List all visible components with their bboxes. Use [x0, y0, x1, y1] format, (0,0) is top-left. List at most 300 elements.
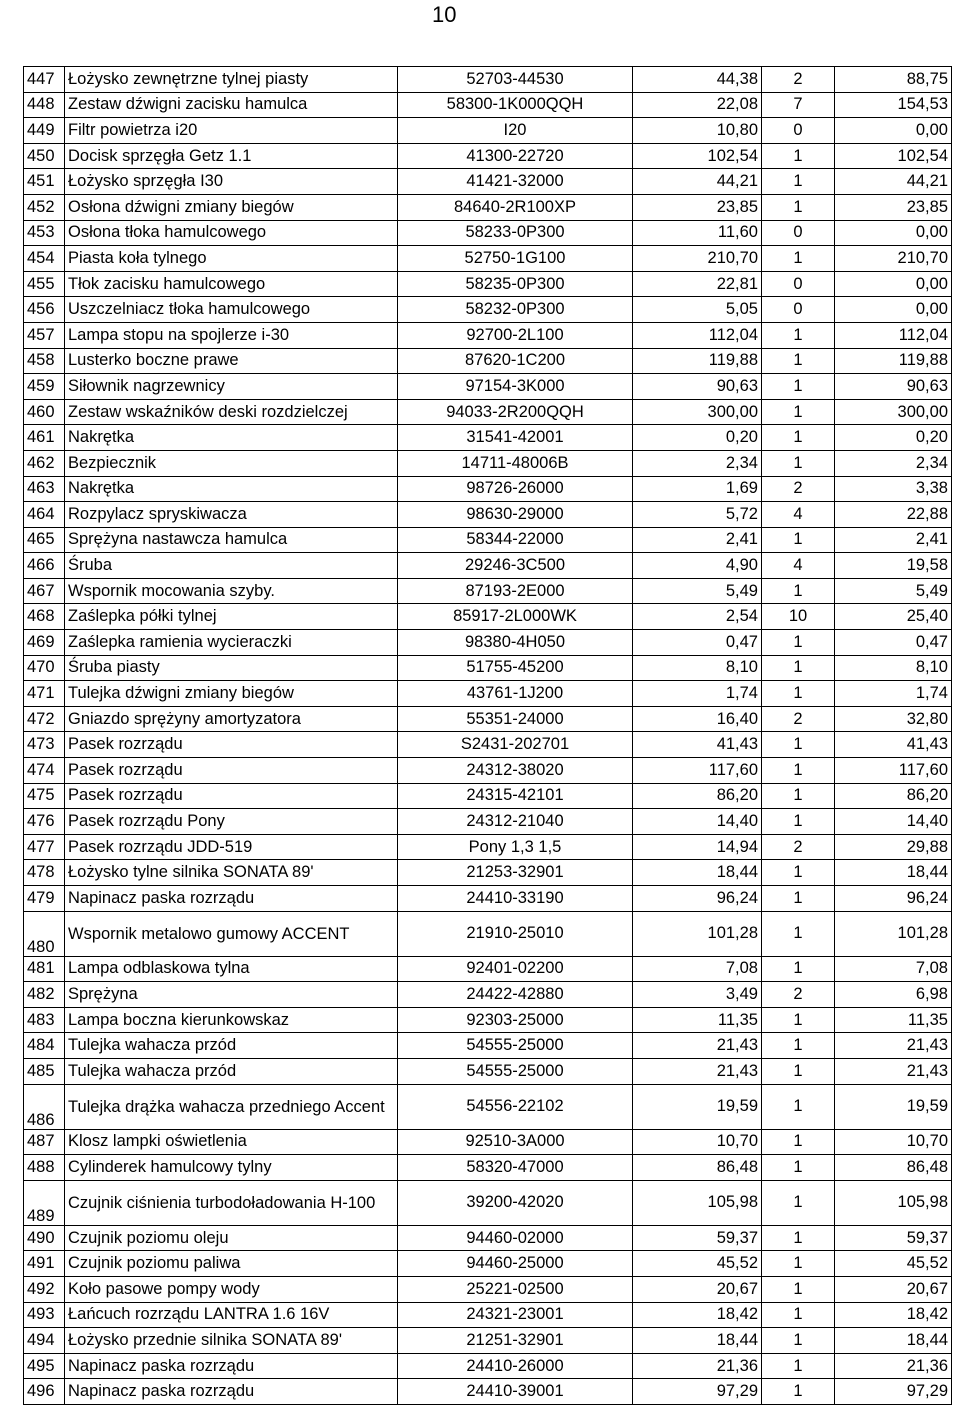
part-code: 98630-29000	[398, 502, 633, 528]
quantity: 1	[762, 1302, 835, 1328]
unit-price: 18,42	[633, 1302, 762, 1328]
part-code: 94460-02000	[398, 1225, 633, 1251]
table-row	[24, 1058, 952, 1084]
unit-price: 10,70	[633, 1129, 762, 1155]
part-code: 51755-45200	[398, 655, 633, 681]
part-name: Tłok zacisku hamulcowego	[65, 271, 398, 297]
part-name: Lusterko boczne prawe	[65, 348, 398, 374]
part-code: 21251-32901	[398, 1328, 633, 1354]
part-name: Napinacz paska rozrządu	[65, 1353, 398, 1379]
row-number: 467	[24, 578, 65, 604]
part-name: Pasek rozrządu JDD-519	[65, 834, 398, 860]
quantity: 1	[762, 1084, 835, 1129]
total-value: 6,98	[835, 982, 952, 1008]
total-value: 0,20	[835, 425, 952, 451]
unit-price: 21,36	[633, 1353, 762, 1379]
row-number: 488	[24, 1155, 65, 1181]
total-value: 8,10	[835, 655, 952, 681]
part-code: 85917-2L000WK	[398, 604, 633, 630]
total-value: 0,00	[835, 220, 952, 246]
quantity: 1	[762, 322, 835, 348]
row-number: 468	[24, 604, 65, 630]
quantity: 1	[762, 527, 835, 553]
row-number: 457	[24, 322, 65, 348]
unit-price: 59,37	[633, 1225, 762, 1251]
row-number: 470	[24, 655, 65, 681]
unit-price: 22,08	[633, 92, 762, 118]
part-code: 24315-42101	[398, 783, 633, 809]
quantity: 1	[762, 1155, 835, 1181]
part-name: Tulejka dźwigni zmiany biegów	[65, 681, 398, 707]
table-row	[24, 527, 952, 553]
table-row	[24, 1251, 952, 1277]
row-number: 458	[24, 348, 65, 374]
unit-price: 0,47	[633, 630, 762, 656]
total-value: 0,00	[835, 297, 952, 323]
unit-price: 300,00	[633, 399, 762, 425]
part-code: 24312-38020	[398, 758, 633, 784]
quantity: 1	[762, 246, 835, 272]
part-name: Lampa boczna kierunkowskaz	[65, 1007, 398, 1033]
total-value: 0,00	[835, 271, 952, 297]
row-number: 483	[24, 1007, 65, 1033]
unit-price: 22,81	[633, 271, 762, 297]
part-code: 54556-22102	[398, 1084, 633, 1129]
total-value: 102,54	[835, 143, 952, 169]
table-row	[24, 681, 952, 707]
unit-price: 5,05	[633, 297, 762, 323]
part-name: Lampa stopu na spojlerze i-30	[65, 322, 398, 348]
unit-price: 0,20	[633, 425, 762, 451]
unit-price: 8,10	[633, 655, 762, 681]
total-value: 86,20	[835, 783, 952, 809]
part-name: Pasek rozrządu	[65, 758, 398, 784]
unit-price: 1,74	[633, 681, 762, 707]
part-name: Śruba	[65, 553, 398, 579]
part-name: Zestaw dźwigni zacisku hamulca	[65, 92, 398, 118]
unit-price: 21,43	[633, 1033, 762, 1059]
part-name: Sprężyna	[65, 982, 398, 1008]
row-number: 469	[24, 630, 65, 656]
part-code: 52750-1G100	[398, 246, 633, 272]
part-code: I20	[398, 118, 633, 144]
row-number: 451	[24, 169, 65, 195]
part-code: 94033-2R200QQH	[398, 399, 633, 425]
part-name: Piasta koła tylnego	[65, 246, 398, 272]
quantity: 0	[762, 220, 835, 246]
unit-price: 2,41	[633, 527, 762, 553]
total-value: 21,36	[835, 1353, 952, 1379]
unit-price: 20,67	[633, 1276, 762, 1302]
part-name: Docisk sprzęgła Getz 1.1	[65, 143, 398, 169]
quantity: 1	[762, 860, 835, 886]
quantity: 0	[762, 118, 835, 144]
part-name: Zestaw wskaźników deski rozdzielczej	[65, 399, 398, 425]
part-code: 39200-42020	[398, 1180, 633, 1225]
row-number: 454	[24, 246, 65, 272]
part-name: Zaślepka półki tylnej	[65, 604, 398, 630]
table-row	[24, 758, 952, 784]
part-name: Tulejka drążka wahacza przedniego Accent	[65, 1084, 398, 1129]
quantity: 1	[762, 956, 835, 982]
total-value: 29,88	[835, 834, 952, 860]
part-code: 92401-02200	[398, 956, 633, 982]
row-number: 481	[24, 956, 65, 982]
unit-price: 11,60	[633, 220, 762, 246]
table-row	[24, 425, 952, 451]
table-row	[24, 732, 952, 758]
part-code: 87193-2E000	[398, 578, 633, 604]
part-code: 92303-25000	[398, 1007, 633, 1033]
total-value: 18,44	[835, 860, 952, 886]
total-value: 25,40	[835, 604, 952, 630]
quantity: 1	[762, 1225, 835, 1251]
total-value: 21,43	[835, 1033, 952, 1059]
row-number: 450	[24, 143, 65, 169]
unit-price: 3,49	[633, 982, 762, 1008]
part-name: Osłona tłoka hamulcowego	[65, 220, 398, 246]
table-row	[24, 118, 952, 144]
table-row	[24, 911, 952, 956]
part-name: Koło pasowe pompy wody	[65, 1276, 398, 1302]
quantity: 7	[762, 92, 835, 118]
table-row	[24, 886, 952, 912]
unit-price: 2,34	[633, 450, 762, 476]
unit-price: 117,60	[633, 758, 762, 784]
part-code: 24321-23001	[398, 1302, 633, 1328]
total-value: 0,00	[835, 118, 952, 144]
row-number: 455	[24, 271, 65, 297]
page-number: 10	[432, 2, 457, 27]
unit-price: 5,49	[633, 578, 762, 604]
part-name: Pasek rozrządu	[65, 732, 398, 758]
part-code: 41300-22720	[398, 143, 633, 169]
table-row	[24, 1129, 952, 1155]
table-row	[24, 783, 952, 809]
total-value: 101,28	[835, 911, 952, 956]
row-number: 448	[24, 92, 65, 118]
quantity: 1	[762, 732, 835, 758]
quantity: 1	[762, 1033, 835, 1059]
parts-table-body	[24, 67, 952, 1405]
table-row	[24, 67, 952, 93]
quantity: 1	[762, 886, 835, 912]
table-row	[24, 322, 952, 348]
quantity: 1	[762, 450, 835, 476]
total-value: 105,98	[835, 1180, 952, 1225]
table-row	[24, 297, 952, 323]
table-row	[24, 956, 952, 982]
total-value: 45,52	[835, 1251, 952, 1277]
part-name: Tulejka wahacza przód	[65, 1033, 398, 1059]
quantity: 1	[762, 1353, 835, 1379]
part-name: Lampa odblaskowa tylna	[65, 956, 398, 982]
quantity: 1	[762, 399, 835, 425]
part-name: Nakrętka	[65, 425, 398, 451]
table-row	[24, 1084, 952, 1129]
table-row	[24, 143, 952, 169]
unit-price: 102,54	[633, 143, 762, 169]
part-name: Uszczelniacz tłoka hamulcowego	[65, 297, 398, 323]
total-value: 210,70	[835, 246, 952, 272]
total-value: 2,34	[835, 450, 952, 476]
table-row	[24, 502, 952, 528]
part-name: Łożysko sprzęgła I30	[65, 169, 398, 195]
part-code: 29246-3C500	[398, 553, 633, 579]
total-value: 88,75	[835, 67, 952, 93]
unit-price: 101,28	[633, 911, 762, 956]
quantity: 10	[762, 604, 835, 630]
total-value: 41,43	[835, 732, 952, 758]
quantity: 1	[762, 783, 835, 809]
part-name: Klosz lampki oświetlenia	[65, 1129, 398, 1155]
part-name: Wspornik mocowania szyby.	[65, 578, 398, 604]
row-number: 464	[24, 502, 65, 528]
part-name: Rozpylacz spryskiwacza	[65, 502, 398, 528]
part-code: 58344-22000	[398, 527, 633, 553]
row-number: 490	[24, 1225, 65, 1251]
table-row	[24, 220, 952, 246]
quantity: 0	[762, 297, 835, 323]
part-code: 24312-21040	[398, 809, 633, 835]
part-code: 25221-02500	[398, 1276, 633, 1302]
part-name: Łożysko tylne silnika SONATA 89'	[65, 860, 398, 886]
row-number: 487	[24, 1129, 65, 1155]
part-name: Sprężyna nastawcza hamulca	[65, 527, 398, 553]
part-name: Siłownik nagrzewnicy	[65, 374, 398, 400]
unit-price: 14,40	[633, 809, 762, 835]
part-code: 84640-2R100XP	[398, 194, 633, 220]
part-code: 97154-3K000	[398, 374, 633, 400]
unit-price: 210,70	[633, 246, 762, 272]
table-row	[24, 399, 952, 425]
row-number: 489	[24, 1180, 65, 1225]
part-name: Bezpiecznik	[65, 450, 398, 476]
row-number: 475	[24, 783, 65, 809]
part-code: 24410-26000	[398, 1353, 633, 1379]
table-row	[24, 1353, 952, 1379]
row-number: 453	[24, 220, 65, 246]
quantity: 4	[762, 502, 835, 528]
table-row	[24, 1007, 952, 1033]
part-code: 98726-26000	[398, 476, 633, 502]
total-value: 5,49	[835, 578, 952, 604]
quantity: 2	[762, 834, 835, 860]
quantity: 1	[762, 655, 835, 681]
table-row	[24, 169, 952, 195]
table-row	[24, 374, 952, 400]
quantity: 1	[762, 1276, 835, 1302]
unit-price: 7,08	[633, 956, 762, 982]
part-name: Nakrętka	[65, 476, 398, 502]
quantity: 1	[762, 194, 835, 220]
part-code: 98380-4H050	[398, 630, 633, 656]
part-code: 14711-48006B	[398, 450, 633, 476]
quantity: 1	[762, 758, 835, 784]
unit-price: 18,44	[633, 1328, 762, 1354]
unit-price: 86,48	[633, 1155, 762, 1181]
parts-table	[23, 66, 952, 1405]
quantity: 1	[762, 578, 835, 604]
total-value: 18,44	[835, 1328, 952, 1354]
part-name: Śruba piasty	[65, 655, 398, 681]
part-code: 24422-42880	[398, 982, 633, 1008]
total-value: 59,37	[835, 1225, 952, 1251]
part-name: Tulejka wahacza przód	[65, 1058, 398, 1084]
total-value: 0,47	[835, 630, 952, 656]
part-name: Łożysko zewnętrzne tylnej piasty	[65, 67, 398, 93]
part-code: Pony 1,3 1,5	[398, 834, 633, 860]
quantity: 2	[762, 982, 835, 1008]
part-code: 54555-25000	[398, 1033, 633, 1059]
total-value: 19,58	[835, 553, 952, 579]
table-row	[24, 450, 952, 476]
part-code: 21910-25010	[398, 911, 633, 956]
row-number: 456	[24, 297, 65, 323]
part-code: 58320-47000	[398, 1155, 633, 1181]
table-row	[24, 604, 952, 630]
quantity: 1	[762, 348, 835, 374]
row-number: 473	[24, 732, 65, 758]
total-value: 119,88	[835, 348, 952, 374]
unit-price: 90,63	[633, 374, 762, 400]
part-code: 41421-32000	[398, 169, 633, 195]
part-code: 58232-0P300	[398, 297, 633, 323]
table-row	[24, 630, 952, 656]
table-row	[24, 348, 952, 374]
unit-price: 105,98	[633, 1180, 762, 1225]
table-row	[24, 655, 952, 681]
row-number: 463	[24, 476, 65, 502]
part-code: 54555-25000	[398, 1058, 633, 1084]
quantity: 1	[762, 1180, 835, 1225]
unit-price: 11,35	[633, 1007, 762, 1033]
quantity: 4	[762, 553, 835, 579]
quantity: 2	[762, 67, 835, 93]
unit-price: 23,85	[633, 194, 762, 220]
total-value: 18,42	[835, 1302, 952, 1328]
row-number: 480	[24, 911, 65, 956]
part-name: Filtr powietrza i20	[65, 118, 398, 144]
quantity: 1	[762, 1328, 835, 1354]
part-name: Wspornik metalowo gumowy ACCENT	[65, 911, 398, 956]
total-value: 117,60	[835, 758, 952, 784]
table-row	[24, 553, 952, 579]
unit-price: 97,29	[633, 1379, 762, 1405]
table-row	[24, 706, 952, 732]
total-value: 154,53	[835, 92, 952, 118]
part-code: 24410-39001	[398, 1379, 633, 1405]
table-row	[24, 1328, 952, 1354]
table-row	[24, 834, 952, 860]
table-row	[24, 1302, 952, 1328]
unit-price: 10,80	[633, 118, 762, 144]
table-row	[24, 1276, 952, 1302]
row-number: 460	[24, 399, 65, 425]
quantity: 1	[762, 630, 835, 656]
part-code: 58235-0P300	[398, 271, 633, 297]
unit-price: 5,72	[633, 502, 762, 528]
quantity: 1	[762, 1379, 835, 1405]
unit-price: 21,43	[633, 1058, 762, 1084]
unit-price: 41,43	[633, 732, 762, 758]
quantity: 1	[762, 143, 835, 169]
total-value: 11,35	[835, 1007, 952, 1033]
total-value: 3,38	[835, 476, 952, 502]
table-row	[24, 92, 952, 118]
table-row	[24, 194, 952, 220]
unit-price: 4,90	[633, 553, 762, 579]
table-row	[24, 1155, 952, 1181]
part-name: Czujnik ciśnienia turbodoładowania H-100	[65, 1180, 398, 1225]
quantity: 1	[762, 1007, 835, 1033]
part-name: Osłona dźwigni zmiany biegów	[65, 194, 398, 220]
unit-price: 96,24	[633, 886, 762, 912]
table-row	[24, 1225, 952, 1251]
part-code: 92510-3A000	[398, 1129, 633, 1155]
total-value: 14,40	[835, 809, 952, 835]
row-number: 485	[24, 1058, 65, 1084]
row-number: 449	[24, 118, 65, 144]
unit-price: 44,21	[633, 169, 762, 195]
table-row	[24, 982, 952, 1008]
row-number: 474	[24, 758, 65, 784]
part-name: Łańcuch rozrządu LANTRA 1.6 16V	[65, 1302, 398, 1328]
row-number: 491	[24, 1251, 65, 1277]
part-code: 55351-24000	[398, 706, 633, 732]
part-code: 58233-0P300	[398, 220, 633, 246]
total-value: 112,04	[835, 322, 952, 348]
quantity: 1	[762, 1251, 835, 1277]
row-number: 452	[24, 194, 65, 220]
part-name: Gniazdo sprężyny amortyzatora	[65, 706, 398, 732]
unit-price: 2,54	[633, 604, 762, 630]
part-name: Łożysko przednie silnika SONATA 89'	[65, 1328, 398, 1354]
total-value: 96,24	[835, 886, 952, 912]
unit-price: 19,59	[633, 1084, 762, 1129]
part-name: Czujnik poziomu paliwa	[65, 1251, 398, 1277]
quantity: 1	[762, 911, 835, 956]
row-number: 493	[24, 1302, 65, 1328]
unit-price: 16,40	[633, 706, 762, 732]
quantity: 0	[762, 271, 835, 297]
quantity: 2	[762, 706, 835, 732]
row-number: 477	[24, 834, 65, 860]
total-value: 32,80	[835, 706, 952, 732]
quantity: 1	[762, 374, 835, 400]
table-row	[24, 1033, 952, 1059]
row-number: 459	[24, 374, 65, 400]
row-number: 472	[24, 706, 65, 732]
row-number: 482	[24, 982, 65, 1008]
table-row	[24, 1180, 952, 1225]
total-value: 300,00	[835, 399, 952, 425]
unit-price: 119,88	[633, 348, 762, 374]
part-code: 21253-32901	[398, 860, 633, 886]
part-name: Zaślepka ramienia wycieraczki	[65, 630, 398, 656]
row-number: 461	[24, 425, 65, 451]
table-row	[24, 578, 952, 604]
row-number: 492	[24, 1276, 65, 1302]
table-row	[24, 860, 952, 886]
unit-price: 45,52	[633, 1251, 762, 1277]
unit-price: 18,44	[633, 860, 762, 886]
part-code: 94460-25000	[398, 1251, 633, 1277]
row-number: 447	[24, 67, 65, 93]
unit-price: 112,04	[633, 322, 762, 348]
part-name: Napinacz paska rozrządu	[65, 886, 398, 912]
quantity: 1	[762, 169, 835, 195]
